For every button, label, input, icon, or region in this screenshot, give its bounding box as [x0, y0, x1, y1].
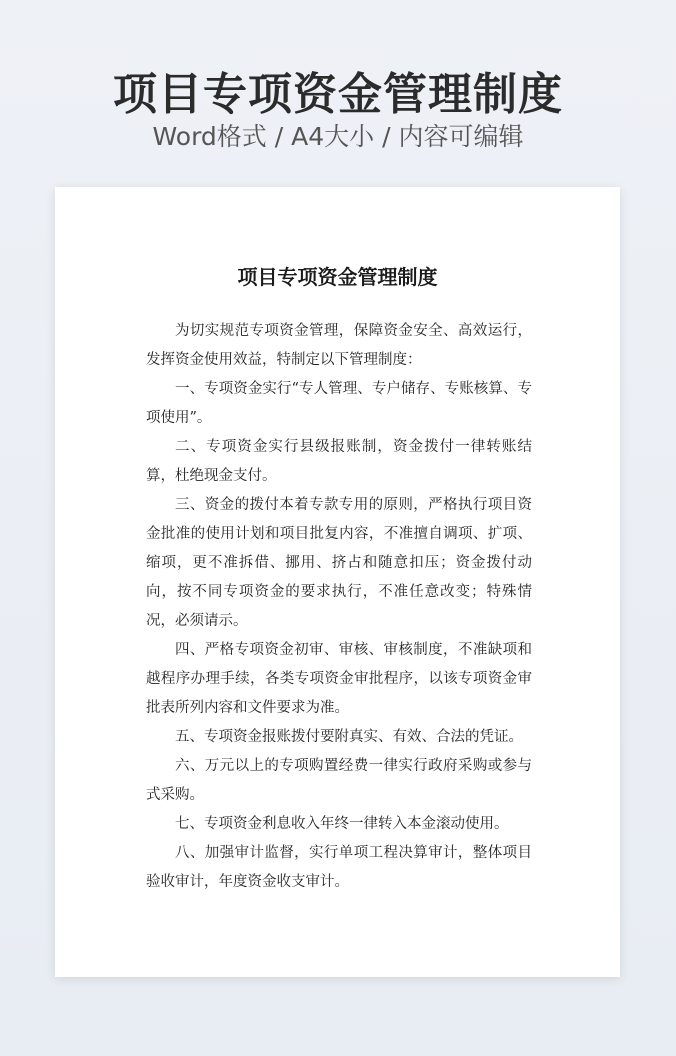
- paragraph-item-2: 二、专项资金实行县级报账制，资金拨付一律转账结算，杜绝现金支付。: [146, 439, 532, 484]
- document-body: [146, 317, 532, 897]
- paragraph-item-1: 一、专项资金实行“专人管理、专户储存、专账核算、专项使用”。: [146, 381, 532, 426]
- paragraph-item-8: 八、加强审计监督，实行单项工程决算审计，整体项目验收审计，年度资金收支审计。: [146, 845, 532, 890]
- document-page: [55, 187, 620, 977]
- banner-title: 项目专项资金管理制度: [113, 69, 563, 120]
- paragraph-item-3: 三、资金的拨付本着专款专用的原则，严格执行项目资金批准的使用计划和项目批复内容，不准擅自调项、扩项、缩项，更不准拆借、挪用、挤占和随意扣压；资金拨付动向，按不同专项资金的要求执行，不准任意改变；特殊情况，必须请示。: [146, 497, 532, 629]
- paragraph-intro: 为切实规范专项资金管理，保障资金安全、高效运行，发挥资金使用效益，特制定以下管理制度：: [146, 323, 532, 368]
- paragraph-item-5: 五、专项资金报账拨付要附真实、有效、合法的凭证。: [175, 729, 523, 745]
- paragraph-item-4: 四、严格专项资金初审、审核、审核制度，不准缺项和越程序办理手续，各类专项资金审批程序，以该专项资金审批表所列内容和文件要求为准。: [146, 642, 532, 716]
- document-title: 项目专项资金管理制度: [237, 265, 438, 289]
- paragraph-item-6: 六、万元以上的专项购置经费一律实行政府采购或参与式采购。: [146, 758, 532, 803]
- banner-subtitle: Word格式 / A4大小 / 内容可编辑: [152, 122, 524, 151]
- paragraph-item-7: 七、专项资金利息收入年终一律转入本金滚动使用。: [175, 816, 509, 832]
